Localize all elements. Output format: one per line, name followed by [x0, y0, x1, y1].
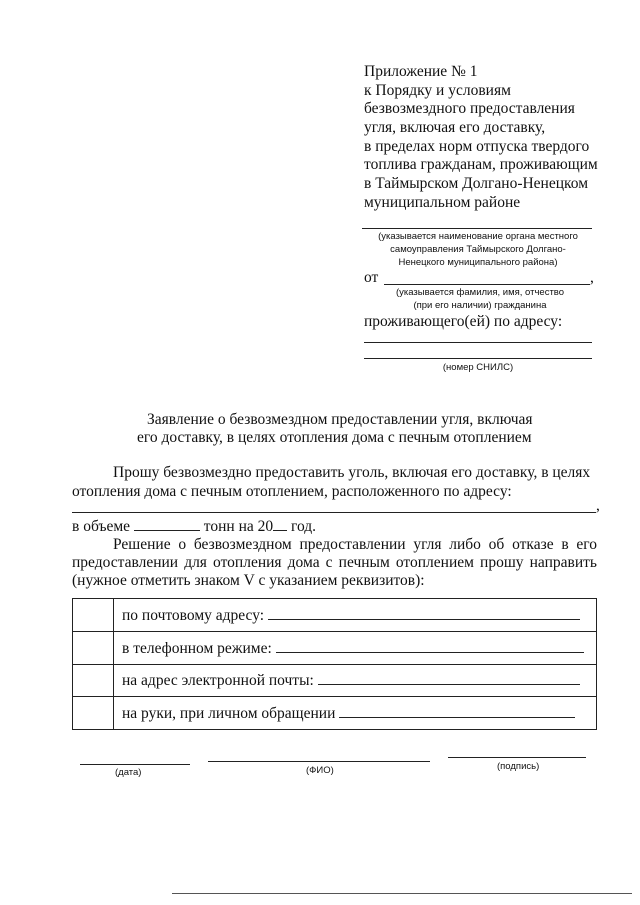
- from-label: от: [364, 269, 379, 286]
- option-email: [114, 664, 597, 697]
- object-address-line[interactable]: [72, 512, 596, 513]
- annex-line: муниципальном районе: [364, 193, 521, 211]
- from-comma: ,: [590, 269, 594, 286]
- body-p1-line2: отопления дома с печным отоплением, расположенного по адресу:: [72, 483, 512, 500]
- title-line-2: его доставку, в целях отопления дома с печным отоплением: [137, 429, 532, 446]
- option-label: на руки, при личном обращении: [122, 705, 336, 723]
- annex-line: угля, включая его доставку,: [364, 119, 546, 137]
- option-checkbox-in-person[interactable]: [73, 697, 114, 730]
- person-hint: [380, 286, 580, 312]
- volume-suffix: год.: [291, 518, 317, 535]
- annex-line: к Порядку и условиям: [364, 81, 511, 99]
- option-post: [114, 599, 597, 632]
- signature-label: (подпись): [497, 761, 540, 772]
- annex-line: в Таймырском Долгано-Ненецком: [364, 175, 589, 193]
- body-p2-line2: [72, 553, 597, 572]
- org-hint-line: (указывается наименование органа местного: [378, 231, 578, 242]
- org-hint-line: самоуправления Таймырского Долгано-: [390, 244, 566, 255]
- org-hint: [362, 230, 594, 269]
- name-label: (ФИО): [306, 765, 334, 776]
- person-hint-line: (указывается фамилия, имя, отчество: [395, 287, 565, 298]
- residing-label: проживающего(ей) по адресу:: [364, 313, 563, 330]
- annex-line: Приложение № 1: [364, 63, 478, 80]
- option-row: [73, 697, 597, 730]
- option-label: на адрес электронной почты:: [122, 672, 314, 690]
- person-hint-line: (при его наличии) гражданина: [413, 300, 547, 311]
- body-p2-line3: (нужное отметить знаком V с указанием реквизитов):: [72, 572, 425, 589]
- snils-line[interactable]: [364, 358, 592, 359]
- date-line[interactable]: [80, 764, 190, 765]
- volume-prefix: в объеме: [72, 518, 131, 535]
- email-field[interactable]: [318, 670, 580, 685]
- option-label: по почтовому адресу:: [122, 606, 265, 624]
- from-name-line[interactable]: [384, 284, 590, 285]
- annex-line: безвозмездного предоставления: [364, 100, 575, 118]
- post-address-field[interactable]: [268, 605, 580, 620]
- body-p1-line1: Прошу безвозмездно предоставить уголь, включая его доставку, в целях: [113, 464, 591, 481]
- delivery-options-table: [72, 598, 597, 730]
- option-row: [73, 631, 597, 664]
- in-person-field[interactable]: [339, 703, 575, 718]
- signature-line[interactable]: [448, 757, 586, 758]
- annex-header: [364, 62, 598, 212]
- option-row: [73, 664, 597, 697]
- address-comma: ,: [596, 497, 600, 514]
- volume-row: [72, 516, 316, 536]
- option-checkbox-email[interactable]: [73, 664, 114, 697]
- name-line[interactable]: [208, 761, 430, 762]
- option-checkbox-post[interactable]: [73, 599, 114, 632]
- year-field[interactable]: [273, 516, 287, 531]
- date-label: (дата): [115, 767, 142, 778]
- address-line-1[interactable]: [364, 342, 592, 343]
- option-phone: [114, 631, 597, 664]
- title-line-1: Заявление о безвозмездном предоставлении угля, включая: [147, 411, 533, 428]
- option-in-person: [114, 697, 597, 730]
- volume-middle: тонн на 20: [203, 518, 274, 535]
- snils-hint: (номер СНИЛС): [442, 362, 514, 373]
- option-row: [73, 599, 597, 632]
- annex-line: в пределах норм отпуска твердого: [364, 137, 590, 155]
- body-p2-line2-text: предоставлении для отопления дома с печным отоплением прошу направить: [72, 554, 597, 571]
- option-label: в телефонном режиме:: [122, 639, 272, 657]
- page-bottom-rule: [172, 893, 632, 894]
- org-hint-line: Ненецкого муниципального района): [398, 257, 558, 268]
- body-p2-line1-text: Решение о безвозмездном предоставлении угля либо об отказе в его: [113, 536, 597, 553]
- body-p2-line1: [113, 535, 597, 554]
- annex-line: топлива гражданам, проживающим: [364, 156, 598, 174]
- volume-field[interactable]: [134, 516, 200, 531]
- phone-field[interactable]: [276, 638, 584, 653]
- org-name-line[interactable]: [362, 228, 592, 229]
- option-checkbox-phone[interactable]: [73, 631, 114, 664]
